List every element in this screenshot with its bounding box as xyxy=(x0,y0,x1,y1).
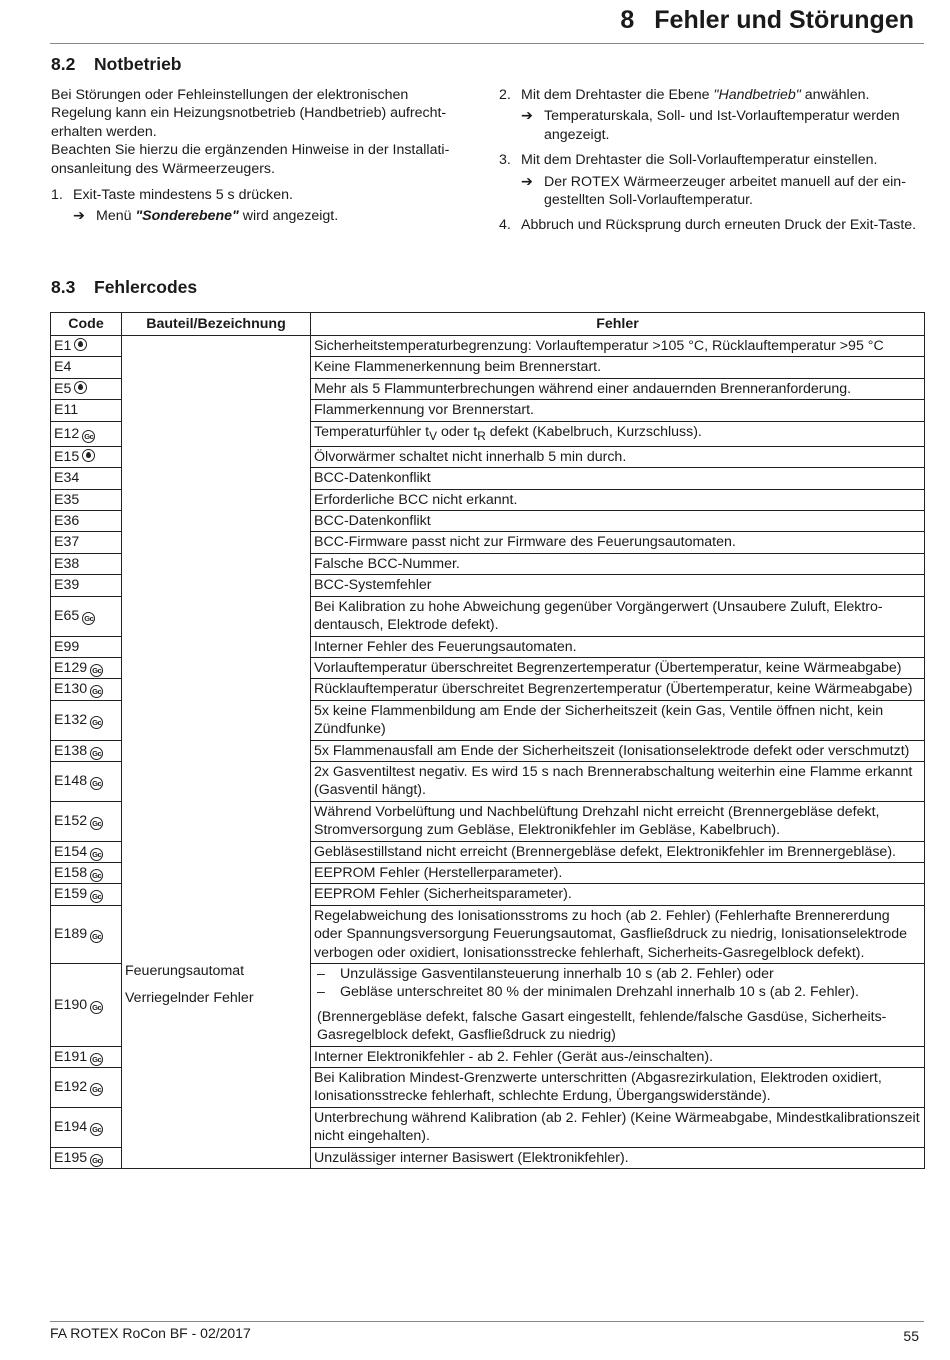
error-code: E192 xyxy=(54,1079,88,1096)
error-code: E158 xyxy=(54,864,88,881)
error-code: E189 xyxy=(54,926,88,943)
error-code-cell xyxy=(51,421,122,446)
list-item: – Unzulässige Gasventilansteuerung innerhalb 10 s (ab 2. Fehler) oder xyxy=(314,965,921,983)
error-code: E39 xyxy=(54,577,80,594)
error-code: E152 xyxy=(54,812,88,829)
error-code-cell xyxy=(51,378,122,399)
error-description: Bei Kalibration Mindest-Grenzwerte unterschritten (Abgasrezirkulation, Elektroden oxidiert, Ionisationsstrecke fehlerhaft, schlechte Erdung, Übergangswiderstände). xyxy=(314,1070,882,1105)
error-description: Keine Flammenerkennung beim Brennerstart. xyxy=(314,359,602,376)
error-code-cell xyxy=(51,636,122,657)
error-description: Unterbrechung während Kalibration (ab 2. Fehler) (Keine Wärmeabgabe, Mindestkalibrationszeit nicht eingehalten). xyxy=(314,1109,920,1145)
error-description-cell xyxy=(311,378,925,399)
error-description: 5x keine Flammenbildung am Ende der Sicherheitszeit (kein Gas, Ventile öffnen nicht, kein Zündfunke) xyxy=(314,702,884,738)
error-description: BCC-Datenkonflikt xyxy=(314,513,431,530)
error-description-cell xyxy=(311,801,925,841)
error-code-cell xyxy=(51,679,122,700)
error-description: Rücklauftemperatur überschreitet Begrenzertemperatur (Übertemperatur, keine Wärmeabgabe) xyxy=(314,681,913,698)
error-code: E34 xyxy=(54,470,80,487)
footer-document-title: FA ROTEX RoCon BF - 02/2017 xyxy=(50,1325,251,1341)
arrow-right-icon: ➔ xyxy=(521,108,533,125)
error-description-cell xyxy=(311,575,925,596)
error-code: E138 xyxy=(54,742,88,759)
error-code: E36 xyxy=(54,513,80,530)
step-1: 1. Exit-Taste mindestens 5 s drücken. xyxy=(51,187,294,204)
error-description-cell xyxy=(311,700,925,740)
step-4: 4. Abbruch und Rücksprung durch erneuten Druck der Exit-Taste. xyxy=(499,217,917,234)
error-description-cell xyxy=(311,1068,925,1108)
error-code-cell xyxy=(51,761,122,801)
step-1-result: ➔ Menü "Sonderebene" wird angezeigt. xyxy=(73,208,339,225)
error-description-cell xyxy=(311,400,925,421)
section-heading-fehlercodes: 8.3 Fehlercodes xyxy=(51,277,198,297)
error-description-cell xyxy=(311,336,925,357)
gc-icon: Gc xyxy=(92,818,102,828)
gc-icon: Gc xyxy=(92,870,102,880)
error-description: Flammerkennung vor Brennerstart. xyxy=(314,402,534,419)
error-code-cell xyxy=(51,862,122,883)
error-description-cell xyxy=(311,1147,925,1168)
table-row xyxy=(51,336,925,357)
gc-icon: Gc xyxy=(92,932,102,942)
error-description: EEPROM Fehler (Herstellerparameter). xyxy=(314,864,563,881)
footer-divider xyxy=(50,1321,924,1322)
error-description-cell xyxy=(311,553,925,574)
error-description-cell xyxy=(311,884,925,905)
notbetrieb-right-column xyxy=(499,86,925,235)
error-code-cell xyxy=(51,884,122,905)
gc-icon: Gc xyxy=(84,431,94,441)
error-code: E11 xyxy=(54,402,79,419)
gc-icon: Gc xyxy=(92,748,102,758)
step-3: 3. Mit dem Drehtaster die Soll-Vorlauftemperatur einstellen. xyxy=(499,152,878,169)
error-code-cell xyxy=(51,700,122,740)
error-cause-note: (Brennergebläse defekt, falsche Gasart eingestellt, fehlende/falsche Gasdüse, Sicherheits-Gasregelblock defekt, Gasfließdruck zu niedrig) xyxy=(317,1008,887,1044)
error-code-cell xyxy=(51,841,122,862)
error-code: E15 xyxy=(54,448,80,465)
error-description: Mehr als 5 Flammunterbrechungen während einer andauernden Brenneranforderung. xyxy=(314,380,852,397)
error-description-cell xyxy=(311,964,925,1047)
gc-icon: Gc xyxy=(92,687,102,697)
error-code: E159 xyxy=(54,886,88,903)
component-name: Feuerungsautomat xyxy=(125,962,245,979)
error-code-cell xyxy=(51,1147,122,1168)
error-code-cell xyxy=(51,532,122,553)
error-code: E154 xyxy=(54,843,88,860)
error-description: Interner Elektronikfehler - ab 2. Fehler (Gerät aus-/einschalten). xyxy=(314,1048,714,1065)
error-code-cell xyxy=(51,336,122,357)
error-code: E148 xyxy=(54,773,88,790)
error-code-cell xyxy=(51,446,122,467)
gc-icon: Gc xyxy=(92,892,102,902)
error-code: E132 xyxy=(54,711,88,728)
column-header-code: Code xyxy=(51,313,122,336)
error-code: E191 xyxy=(54,1048,88,1065)
error-code-cell xyxy=(51,511,122,532)
error-description-cell xyxy=(311,657,925,678)
chapter-header xyxy=(620,6,914,35)
column-header-error: Fehler xyxy=(311,313,925,336)
error-code-cell xyxy=(51,489,122,510)
error-code-cell xyxy=(51,964,122,1047)
chapter-title: Fehler und Störungen xyxy=(654,6,914,34)
error-code-cell xyxy=(51,575,122,596)
chapter-number: 8 xyxy=(620,6,635,34)
error-description-cell xyxy=(311,636,925,657)
error-description-cell xyxy=(311,905,925,963)
error-code-table xyxy=(50,312,925,1169)
error-description: 5x Flammenausfall am Ende der Sicherheitszeit (Ionisationselektrode defekt oder verschmutzt) xyxy=(314,742,910,759)
error-description: BCC-Systemfehler xyxy=(314,577,432,594)
error-description: 2x Gasventiltest negativ. Es wird 15 s nach Brennerabschaltung weiterhin eine Flamme erkannt (Gasventil hängt). xyxy=(314,763,913,799)
error-description-cell xyxy=(311,761,925,801)
error-description: Während Vorbelüftung und Nachbelüftung Drehzahl nicht erreicht (Brennergebläse defekt, Stromversorgung zum Gebläse, Elektronikfehler im Gebläse, Kabelbruch). xyxy=(314,803,880,839)
error-description-cell xyxy=(311,1046,925,1067)
error-description-cell xyxy=(311,596,925,636)
error-description: Vorlauftemperatur überschreitet Begrenzertemperatur (Übertemperatur, keine Wärmeabgabe) xyxy=(314,659,902,676)
error-code-cell xyxy=(51,357,122,378)
error-code-cell xyxy=(51,1107,122,1147)
error-code: E12 xyxy=(54,425,80,442)
error-description-cell xyxy=(311,489,925,510)
error-description: Gebläsestillstand nicht erreicht (Brennergebläse defekt, Elektronikfehler im Brennergebläse). xyxy=(314,843,896,860)
error-code: E37 xyxy=(54,534,80,551)
error-description-cell xyxy=(311,679,925,700)
error-description: Erforderliche BCC nicht erkannt. xyxy=(314,491,518,508)
page-number: 55 xyxy=(903,1328,919,1344)
error-code-cell xyxy=(51,905,122,963)
intro-paragraph-1: Bei Störungen oder Fehleinstellungen der elektronischen Regelung kann ein Heizungsnotbetrieb (Handbetrieb) aufrechterhalten werden. xyxy=(51,87,447,140)
gc-icon: Gc xyxy=(92,779,102,789)
error-description: BCC-Datenkonflikt xyxy=(314,470,431,487)
column-header-part: Bauteil/Bezeichnung xyxy=(122,313,311,336)
error-code: E65 xyxy=(54,607,80,624)
gc-icon: Gc xyxy=(92,1155,102,1165)
step-2-result: ➔ Temperaturskala, Soll- und Ist-Vorlauftemperatur werden angezeigt. xyxy=(521,108,900,143)
error-code: E195 xyxy=(54,1149,88,1166)
error-code-cell xyxy=(51,596,122,636)
gc-icon: Gc xyxy=(84,613,94,623)
error-code: E99 xyxy=(54,638,80,655)
gc-icon: Gc xyxy=(92,1085,102,1095)
error-description: Sicherheitstemperaturbegrenzung: Vorlauftemperatur >105 °C, Rücklauftemperatur >95 °C xyxy=(314,338,884,354)
component-error-type: Verriegelnder Fehler xyxy=(125,989,254,1006)
flame-icon xyxy=(82,449,95,462)
error-code: E190 xyxy=(54,996,88,1013)
error-description-cell xyxy=(311,468,925,489)
error-code: E194 xyxy=(54,1119,88,1136)
error-description-cell xyxy=(311,1107,925,1147)
error-code: E1 xyxy=(54,338,72,354)
gc-icon: Gc xyxy=(92,849,102,859)
step-2: 2. Mit dem Drehtaster die Ebene "Handbetrieb" anwählen. xyxy=(499,87,870,103)
error-description-cell xyxy=(311,740,925,761)
error-description-cell xyxy=(311,357,925,378)
error-code: E130 xyxy=(54,681,88,698)
error-description-cell xyxy=(311,446,925,467)
error-description: Bei Kalibration zu hohe Abweichung gegenüber Vorgängerwert (Unsaubere Zuluft, Elektrodentausch, Elektrode defekt). xyxy=(314,598,883,634)
error-code-cell xyxy=(51,1068,122,1108)
error-description-cell xyxy=(311,511,925,532)
flame-icon xyxy=(74,338,87,351)
intro-paragraph-2: Beachten Sie hierzu die ergänzenden Hinweise in der Installationsanleitung des Wärmeerzeugers. xyxy=(51,142,450,177)
error-code-cell xyxy=(51,400,122,421)
error-description-cell xyxy=(311,532,925,553)
error-description: Interner Fehler des Feuerungsautomaten. xyxy=(314,638,577,655)
error-description-cell xyxy=(311,841,925,862)
error-code: E129 xyxy=(54,659,88,676)
table-header-row xyxy=(51,313,925,336)
header-divider xyxy=(50,43,924,44)
component-cell xyxy=(122,336,311,1169)
error-code: E5 xyxy=(54,380,72,397)
error-code-cell xyxy=(51,1046,122,1067)
gc-icon: Gc xyxy=(92,1054,102,1064)
error-description: EEPROM Fehler (Sicherheitsparameter). xyxy=(314,886,572,903)
error-code-cell xyxy=(51,553,122,574)
step-3-result: ➔ Der ROTEX Wärmeerzeuger arbeitet manuell auf der eingestellten Soll-Vorlauftemperatur. xyxy=(521,173,906,209)
arrow-right-icon: ➔ xyxy=(521,173,533,190)
error-code: E35 xyxy=(54,491,80,508)
list-item: – Gebläse unterschreitet 80 % der minimalen Drehzahl innerhalb 10 s (ab 2. Fehler). xyxy=(314,983,921,1001)
error-description: Unzulässiger interner Basiswert (Elektronikfehler). xyxy=(314,1149,629,1166)
error-code-cell xyxy=(51,801,122,841)
error-code: E4 xyxy=(54,359,72,376)
gc-icon: Gc xyxy=(92,665,102,675)
error-code-cell xyxy=(51,657,122,678)
arrow-right-icon: ➔ xyxy=(73,208,85,225)
gc-icon: Gc xyxy=(92,1125,102,1135)
error-code-cell xyxy=(51,468,122,489)
error-description: Ölvorwärmer schaltet nicht innerhalb 5 min durch. xyxy=(314,448,627,465)
error-code-cell xyxy=(51,740,122,761)
flame-icon xyxy=(74,381,87,394)
error-cause-list xyxy=(314,965,921,1002)
gc-icon: Gc xyxy=(92,717,102,727)
error-description-cell xyxy=(311,862,925,883)
section-heading-notbetrieb: 8.2 Notbetrieb xyxy=(51,54,182,74)
notbetrieb-left-column xyxy=(51,86,471,226)
error-description-cell: Temperaturfühler $t_V$ oder $t_R$ defekt (Kabelbruch, Kurzschluss). xyxy=(311,421,925,446)
error-description: Regelabweichung des Ionisationsstroms zu hoch (ab 2. Fehler) (Fehlerhafte Brennererdung oder Spannungsversorgung Feuerungsautomat, Gasfließdruck zu niedrig, Ionisationselektrode verbogen oder oxidiert, Ionisationsstrecke fehlerhaft, Sicherheits-Gasregelblock defekt). xyxy=(314,907,908,961)
error-description: BCC-Firmware passt nicht zur Firmware des Feuerungsautomaten. xyxy=(314,534,736,551)
error-code: E38 xyxy=(54,555,80,572)
error-description: Falsche BCC-Nummer. xyxy=(314,555,460,572)
gc-icon: Gc xyxy=(92,1002,102,1012)
